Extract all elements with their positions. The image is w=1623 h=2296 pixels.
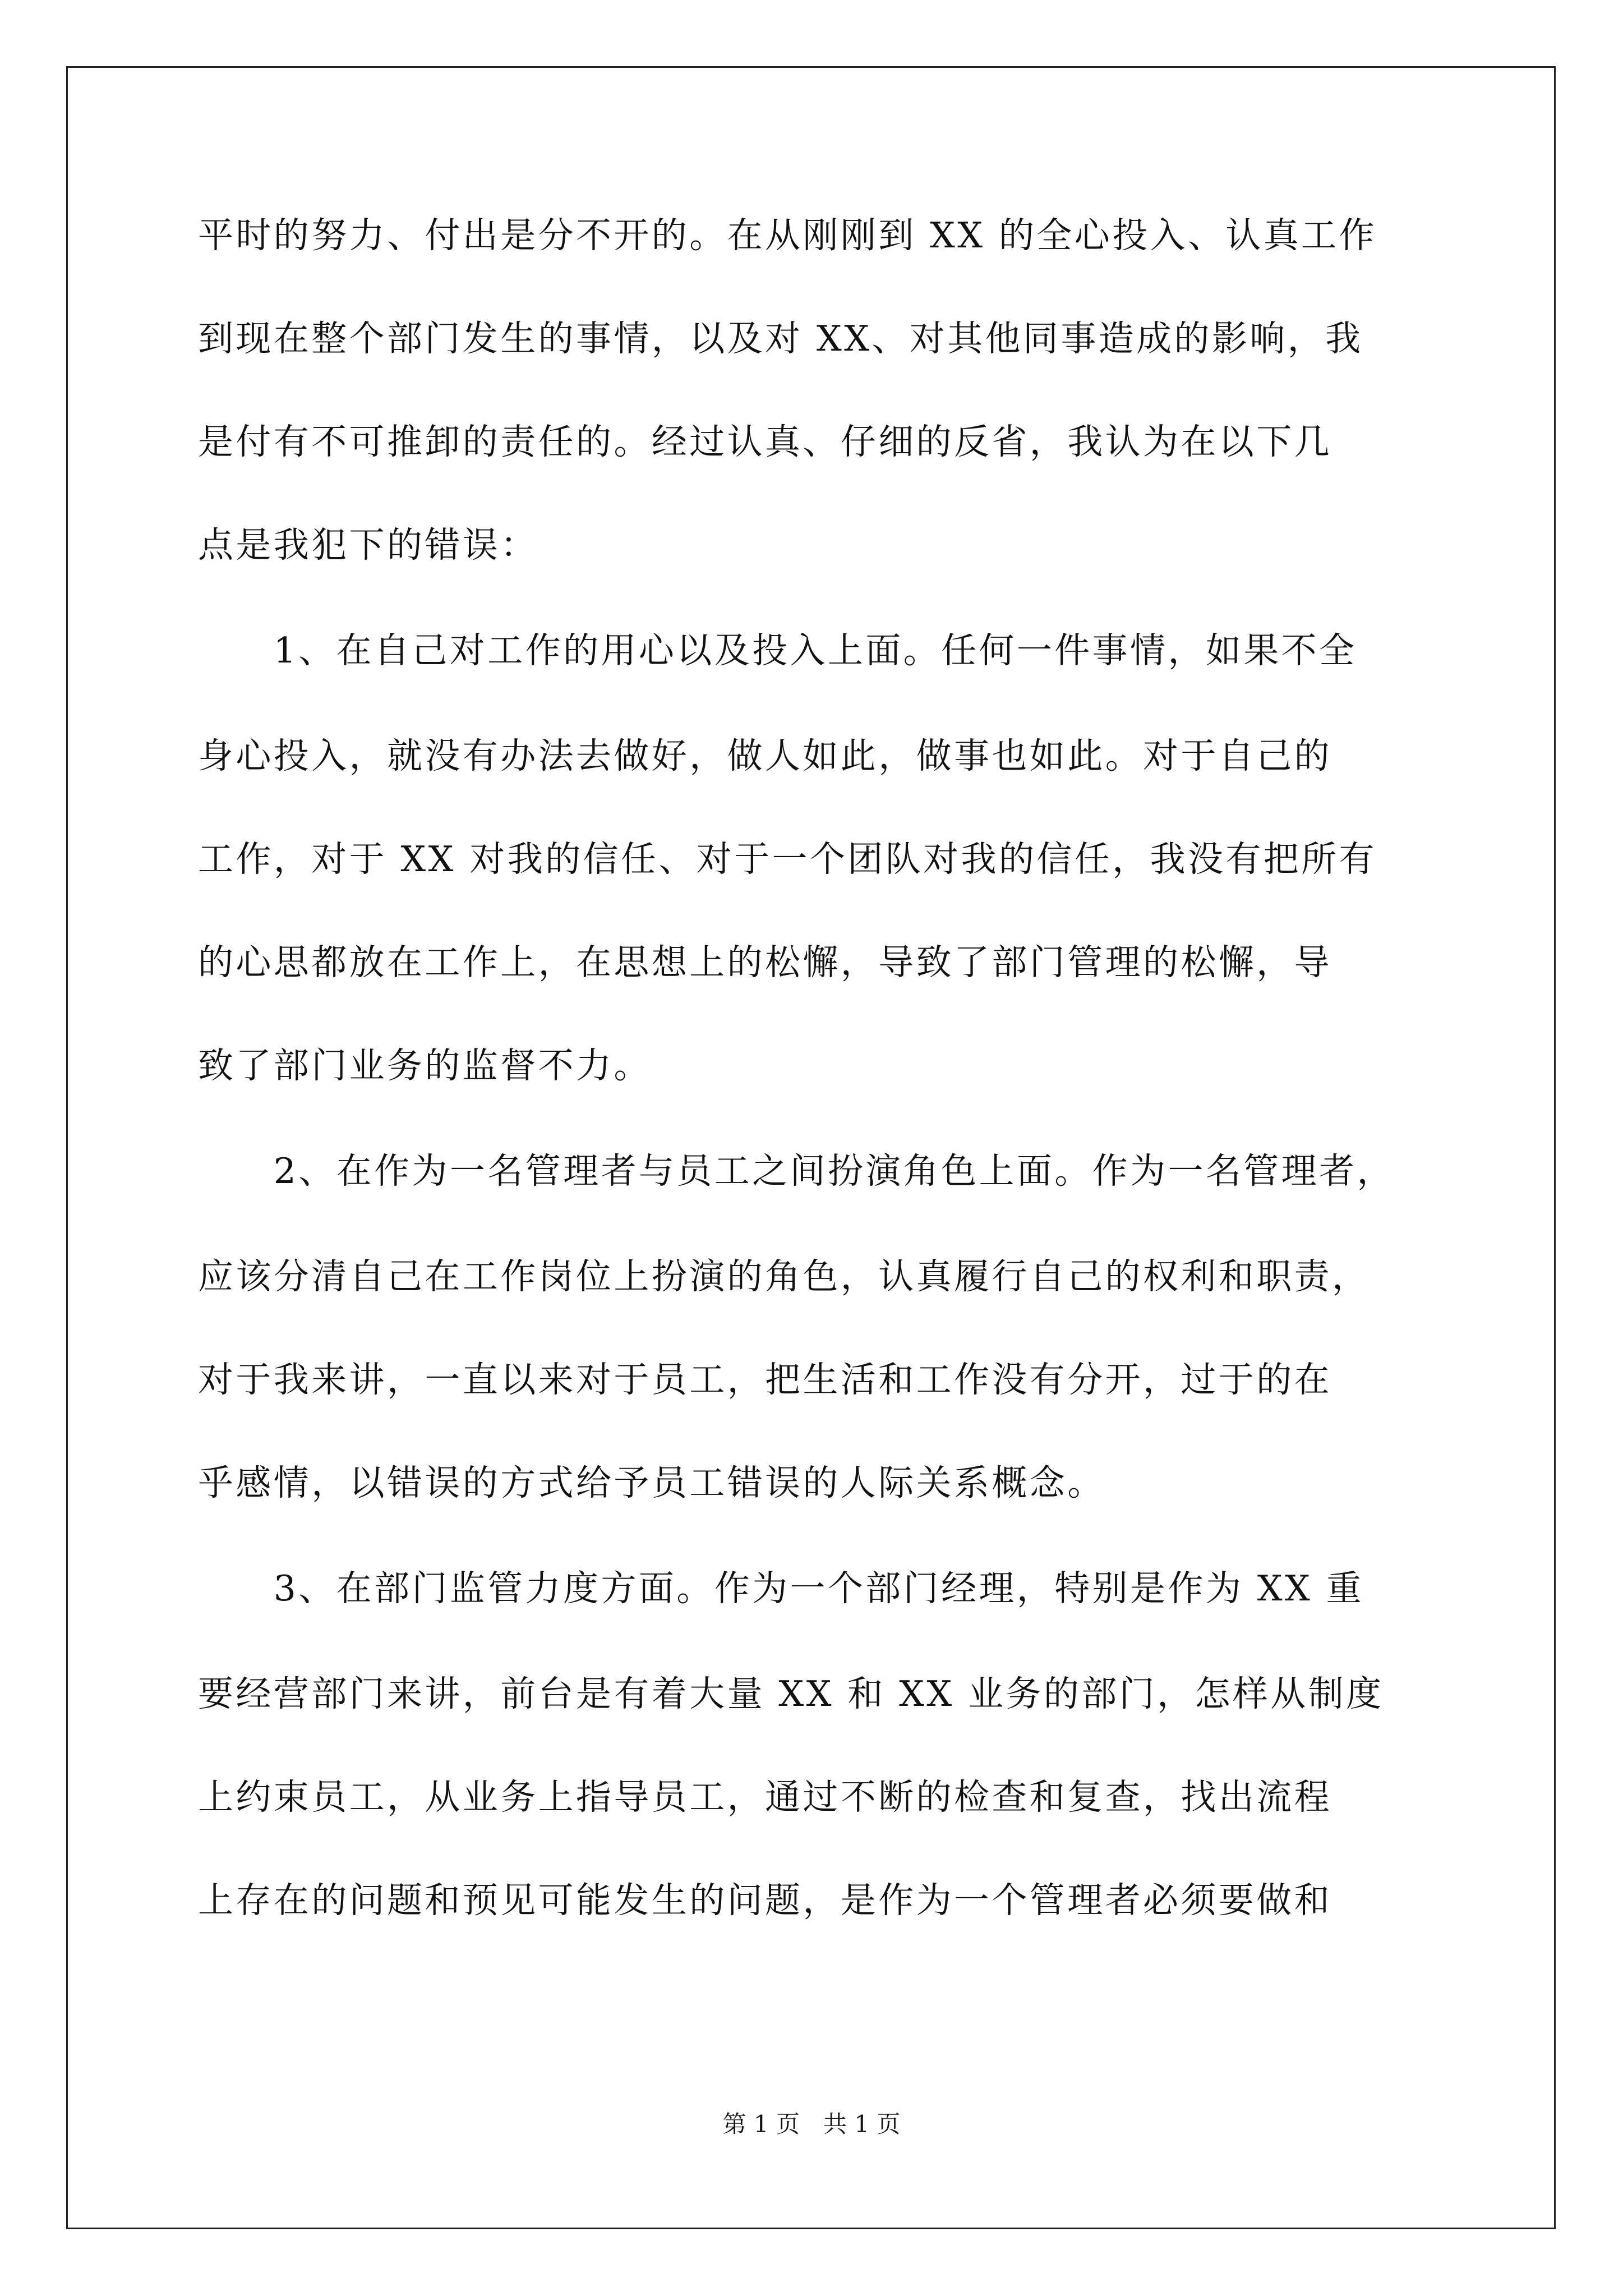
text-line: 3、在部门监管力度方面。作为一个部门经理，特别是作为 XX 重 [198,1568,1364,1609]
text-line: 对于我来讲，一直以来对于员工，把生活和工作没有分开，过于的在 [198,1359,1332,1400]
text-line: 身心投入，就没有办法去做好，做人如此，做事也如此。对于自己的 [198,735,1332,776]
text-line: 乎感情，以错误的方式给予员工错误的人际关系概念。 [198,1462,1105,1503]
page-number: 第 1 页 共 1 页 [722,2110,901,2138]
text-line: 工作，对于 XX 对我的信任、对于一个团队对我的信任，我没有把所有 [198,839,1377,880]
text-line: 2、在作为一名管理者与员工之间扮演角色上面。作为一名管理者， [198,1151,1395,1191]
text-line: 是付有不可推卸的责任的。经过认真、仔细的反省，我认为在以下几 [198,421,1332,462]
text-line: 点是我犯下的错误： [198,524,538,565]
text-line: 上存在的问题和预见可能发生的问题，是作为一个管理者必须要做和 [198,1880,1332,1921]
text-line: 应该分清自己在工作岗位上扮演的角色，认真履行自己的权利和职责， [198,1256,1370,1297]
text-line: 1、在自己对工作的用心以及投入上面。任何一件事情，如果不全 [198,630,1357,671]
text-line: 上约束员工，从业务上指导员工，通过不断的检查和复查，找出流程 [198,1777,1332,1818]
text-line: 要经营部门来讲，前台是有着大量 XX 和 XX 业务的部门，怎样从制度 [198,1673,1384,1714]
text-line: 致了部门业务的监督不力。 [198,1045,652,1086]
text-line: 到现在整个部门发生的事情，以及对 XX、对其他同事造成的影响，我 [198,318,1363,359]
text-line: 的心思都放在工作上，在思想上的松懈，导致了部门管理的松懈，导 [198,942,1332,983]
text-line: 平时的努力、付出是分不开的。在从刚刚到 XX 的全心投入、认真工作 [198,215,1377,256]
